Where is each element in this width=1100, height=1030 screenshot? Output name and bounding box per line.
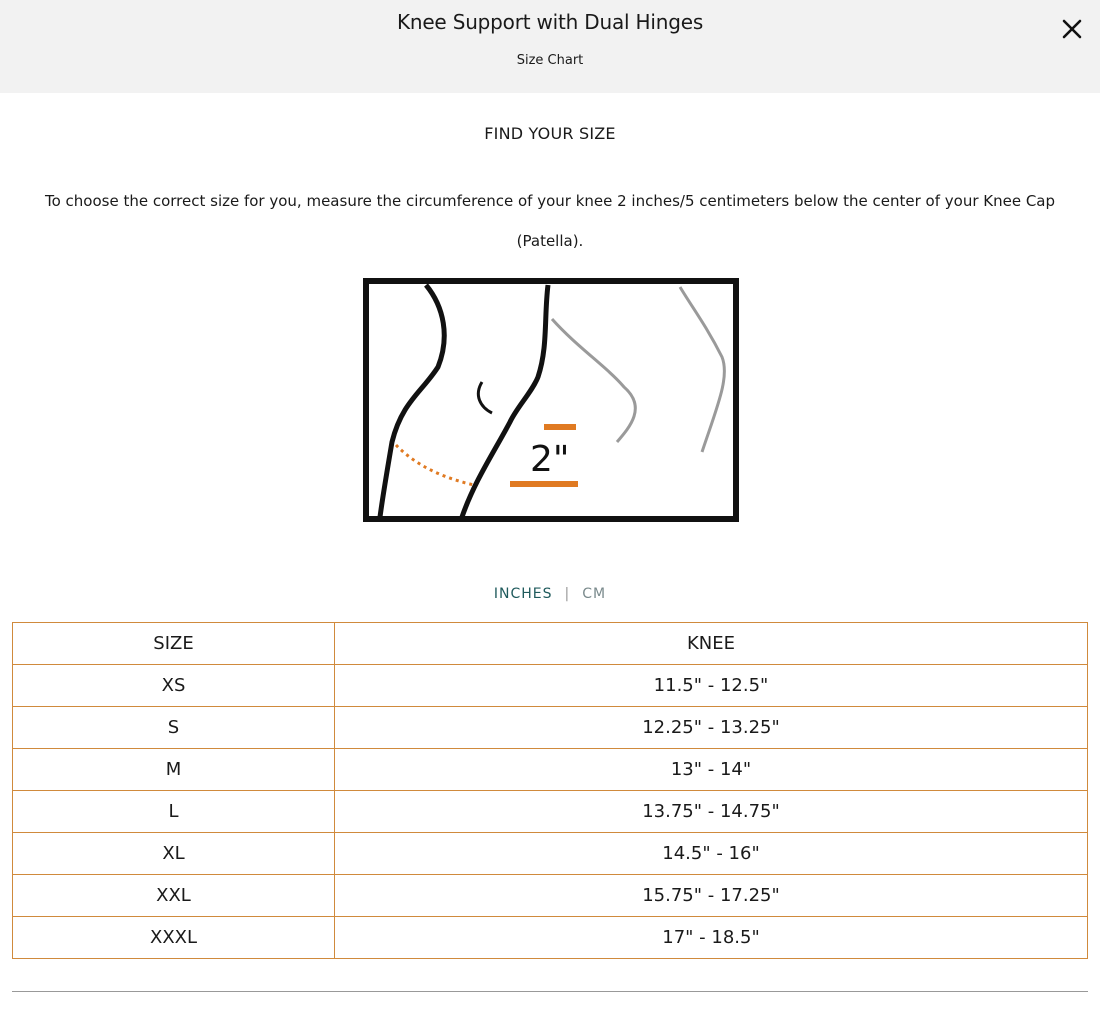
table-row bbox=[13, 707, 1088, 749]
knee-cell: 13.75" - 14.75" bbox=[335, 791, 1088, 833]
knee-cell: 14.5" - 16" bbox=[335, 833, 1088, 875]
table-row bbox=[13, 917, 1088, 959]
modal-header bbox=[0, 0, 1100, 93]
column-header-size: SIZE bbox=[13, 623, 335, 665]
modal-subtitle: Size Chart bbox=[516, 53, 584, 68]
unit-toggle bbox=[0, 586, 1100, 602]
product-title: Knee Support with Dual Hinges bbox=[396, 10, 704, 34]
knee-measurement-diagram bbox=[362, 277, 740, 523]
table-row bbox=[13, 791, 1088, 833]
table-row bbox=[13, 665, 1088, 707]
bottom-divider bbox=[12, 991, 1088, 992]
size-cell: XS bbox=[13, 665, 335, 707]
measurement-bar-bottom bbox=[510, 481, 578, 487]
knee-cell: 13" - 14" bbox=[335, 749, 1088, 791]
column-header-knee: KNEE bbox=[335, 623, 1088, 665]
measurement-bar-top bbox=[544, 424, 576, 430]
close-icon[interactable] bbox=[1056, 13, 1088, 45]
size-chart-table bbox=[12, 622, 1088, 959]
measure-instructions: To choose the correct size for you, measure the circumference of your knee 2 inches/5 centimeters below the center of your Knee Cap (Patella). bbox=[44, 192, 1056, 250]
table-row bbox=[13, 833, 1088, 875]
size-cell: L bbox=[13, 791, 335, 833]
knee-cell: 11.5" - 12.5" bbox=[335, 665, 1088, 707]
knee-cell: 12.25" - 13.25" bbox=[335, 707, 1088, 749]
table-row bbox=[13, 875, 1088, 917]
size-cell: M bbox=[13, 749, 335, 791]
table-row bbox=[13, 749, 1088, 791]
unit-inches-tab[interactable]: INCHES bbox=[493, 586, 553, 602]
knee-cell: 15.75" - 17.25" bbox=[335, 875, 1088, 917]
size-cell: S bbox=[13, 707, 335, 749]
table-header-row bbox=[13, 623, 1088, 665]
knee-cell: 17" - 18.5" bbox=[335, 917, 1088, 959]
unit-cm-tab[interactable]: CM bbox=[582, 586, 607, 602]
size-cell: XXL bbox=[13, 875, 335, 917]
size-cell: XL bbox=[13, 833, 335, 875]
size-cell: XXXL bbox=[13, 917, 335, 959]
section-heading: FIND YOUR SIZE bbox=[484, 124, 616, 143]
unit-separator: | bbox=[564, 586, 571, 602]
measurement-label: 2" bbox=[530, 439, 570, 480]
